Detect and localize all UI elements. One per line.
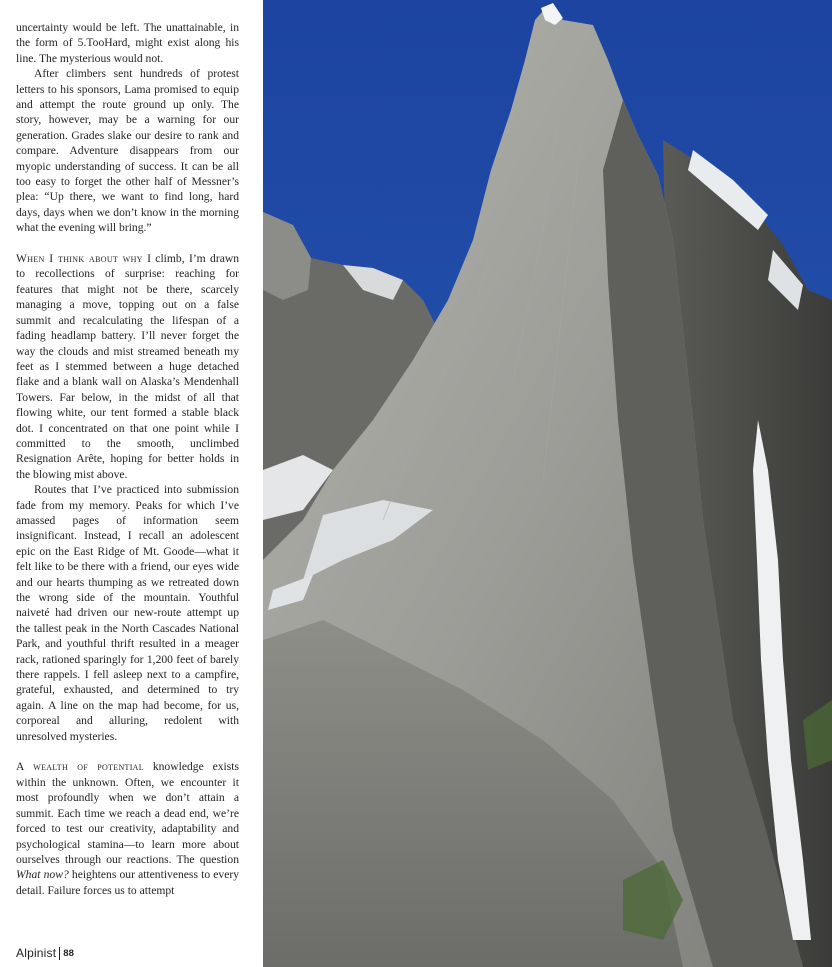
section-lead-in: When I think about why <box>16 252 143 266</box>
section-paragraph <box>16 759 239 898</box>
paragraph: uncertainty would be left. The unattainable, in the form of 5.TooHard, might exist along his line. The mysterious would not. <box>16 21 239 65</box>
emphasis-text: What now? <box>16 868 69 882</box>
folio-divider <box>59 947 60 960</box>
paragraph-text: heightens our attentiveness to every detail. Failure forces us to attempt <box>16 868 240 897</box>
article-column <box>16 20 239 898</box>
paragraph: Routes that I’ve practiced into submission fade from my memory. Peaks for which I’ve amassed pages of information seem insignificant. Instead, I recall an adolescent epic on the East Ridge of Mt. Goode—what it felt like to be there with a friend, our eyes wide and our hearts thumping as we retreated down the wrong side of the mountain. Youthful naiveté had driven our new-route attempt up the tallest peak in the North Cascades National Park, and youthful thrift resulted in a meager rack, rationed sparingly for 1,200 feet of barely there rappels. I fell asleep next to a campfire, grateful, exhausted, and determined to try again. A line on the map had become, for us, corporeal and alluring, redolent with unresolved mysteries. <box>16 483 239 743</box>
page-number: 88 <box>63 947 74 959</box>
mountain-illustration <box>263 0 832 967</box>
section-paragraph <box>16 251 239 482</box>
paragraph-text: knowledge exists within the unknown. Often, we encounter it most profoundly when we don’t attain a summit. Each time we reach a dead end, we’re forced to test our creativity, adaptability and psychological stamina—to learn more about ourselves through our reactions. The question <box>16 760 240 866</box>
paragraph: After climbers sent hundreds of protest letters to his sponsors, Lama promised to equip and attempt the route ground up only. The story, however, may be a warning for our generation. Grades slake our desire to rank and compare. Adventure disappears from our myopic understanding of success. It can be all too easy to forget the other half of Messner’s plea: “Up there, we want to find long, hard days, days when we don’t know in the morning what the evening will bring.” <box>16 67 239 235</box>
page-folio <box>16 946 74 960</box>
section-lead-in: A wealth of potential <box>16 760 144 774</box>
paragraph-text: I climb, I’m drawn to recollections of surprise: reaching for features that might not be there, scarcely managing a move, topping out on a false summit and recalculating the lifespan of a fading headlamp battery. I’ll never forget the way the clouds and mist streamed beneath my feet as I stemmed between a huge detached flake and a blank wall on Alaska’s Mendenhall Towers. Far below, in the midst of all that flowing white, our tent formed a stable black dot. I concentrated on that one point while I committed to the smooth, unclimbed Resignation Arête, hoping for better holds in the blowing mist above. <box>16 252 240 481</box>
magazine-name: Alpinist <box>16 946 57 960</box>
mountain-photo <box>263 0 832 967</box>
